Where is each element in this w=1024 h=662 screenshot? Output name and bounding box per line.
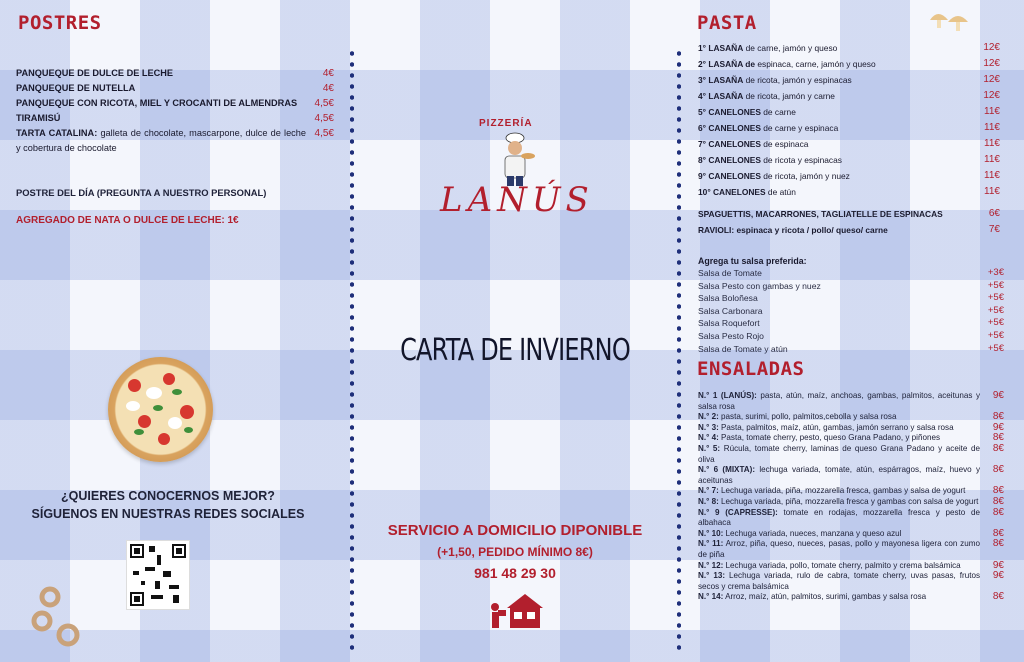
delivery-house-icon (485, 590, 545, 630)
pasta-item (698, 136, 1000, 152)
pasta-item (698, 40, 1000, 56)
pasta-price: 11€ (984, 186, 1000, 197)
pasta-name: LASAÑA (708, 43, 744, 53)
brand-top: PIZZERÍA (479, 118, 533, 129)
pasta-num: 2° (698, 59, 707, 69)
follow-us (18, 487, 318, 523)
pasta-num: 4° (698, 91, 707, 101)
divider-dots-right (677, 48, 681, 652)
ensalada-name: N.° 3: (698, 422, 719, 432)
salsa-name: Salsa de Tomate y atún (698, 343, 788, 354)
pasta-price: 12€ (983, 42, 1000, 53)
ensaladas-list (698, 391, 1004, 603)
ensalada-price: 8€ (992, 591, 1004, 603)
pasta-price: 11€ (984, 138, 1000, 149)
pasta-desc: de ricota, jamón y espinacas (743, 75, 852, 85)
salsa-name: Salsa de Tomate (698, 268, 762, 278)
ensalada-price: 9€ (992, 421, 1004, 433)
pasta-num: 5° (698, 107, 707, 117)
follow-line2: SÍGUENOS EN NUESTRAS REDES SOCIALES (31, 507, 305, 521)
pasta-num: 1° (698, 43, 707, 53)
pasta-name: CANELONES (708, 107, 761, 117)
ensalada-name: N.° 14: (698, 592, 724, 602)
pasta-extra-price: 7€ (988, 224, 1000, 235)
pasta-item (698, 104, 1000, 120)
pasta-num: 3° (698, 75, 707, 85)
pasta-extra-name: SPAGUETTIS, MACARRONES, TAGLIATELLE DE ESPINACAS (698, 209, 943, 219)
mushroom-icon (926, 6, 972, 36)
ensalada-item (698, 497, 1004, 508)
ensalada-item (698, 561, 1004, 572)
dessert-price: 4€ (322, 83, 334, 94)
pasta-desc: de carne, jamón y queso (743, 43, 838, 53)
ensalada-desc: pasta, surimi, pollo, palmitos,cebolla y salsa rosa (718, 412, 897, 422)
ensalada-item (698, 444, 1004, 465)
ensalada-name: N.° 13: (698, 571, 726, 581)
salsa-price: +5€ (987, 292, 1004, 304)
pasta-extra-item (698, 222, 1000, 238)
salsa-item (698, 292, 1004, 305)
salsa-name: Salsa Roquefort (698, 318, 760, 329)
ensaladas-title: ENSALADAS (697, 358, 805, 380)
ensalada-price: 8€ (992, 432, 1004, 444)
brand-name: LANÚS (440, 180, 594, 220)
pasta-desc: de ricota, jamón y nuez (760, 171, 850, 181)
pasta-num: 9° (698, 171, 707, 181)
postres-title: POSTRES (18, 12, 102, 34)
pasta-name: LASAÑA (708, 91, 744, 101)
ensalada-item (698, 433, 1004, 444)
pasta-desc: espinaca, carne, jamón y queso (755, 59, 876, 69)
pretzel-icon (30, 583, 90, 653)
pasta-price: 12€ (983, 74, 1000, 85)
pasta-name: CANELONES (708, 155, 761, 165)
salsa-item (698, 305, 1004, 318)
ensalada-price: 9€ (992, 390, 1004, 401)
salsa-price: +5€ (987, 342, 1004, 354)
ensalada-desc: lechuga variada, tomate, atún, espárragos, maíz, huevo y aceitunas (698, 465, 980, 485)
ensalada-price: 8€ (992, 527, 1004, 539)
ensalada-name: N.° 9 (CAPRESSE): (698, 507, 778, 517)
dessert-price: 4,5€ (314, 98, 334, 109)
ensalada-price: 8€ (992, 442, 1004, 454)
agregado-nata: AGREGADO DE NATA O DULCE DE LECHE: 1€ (16, 215, 239, 226)
qr-code-icon[interactable] (126, 540, 190, 610)
salsa-item (698, 317, 1004, 330)
service-phone[interactable]: 981 48 29 30 (474, 565, 556, 581)
dessert-item (16, 96, 334, 111)
dessert-price: 4,5€ (314, 128, 334, 139)
pasta-price: 12€ (983, 90, 1000, 101)
pasta-num: 8° (698, 155, 707, 165)
ensalada-name: N.° 2: (698, 412, 719, 422)
ensalada-item (698, 539, 1004, 560)
pasta-list (698, 40, 1000, 238)
service-line1: SERVICIO A DOMICILIO DIPONIBLE (387, 522, 643, 539)
salsa-price: +3€ (987, 267, 1004, 278)
ensalada-name: N.° 1 (LANÚS): (698, 391, 757, 400)
ensalada-desc: Arroz, piña, queso, nueces, pasas, pollo y mayonesa ligera con zumo de piña (698, 539, 980, 559)
pasta-price: 11€ (984, 154, 1000, 165)
pasta-name: CANELONES (713, 187, 766, 197)
ensalada-item (698, 423, 1004, 434)
dessert-desc: galleta de chocolate, mascarpone, dulce de leche y cobertura de chocolate (16, 128, 306, 153)
ensalada-price: 8€ (992, 411, 1004, 423)
pasta-desc: de ricota, jamón y carne (743, 91, 835, 101)
pasta-price: 11€ (984, 170, 1000, 181)
postre-del-dia: POSTRE DEL DÍA (PREGUNTA A NUESTRO PERSONAL) (16, 187, 267, 198)
ensalada-desc: Arroz, maíz, atún, palmitos, surimi, gambas y salsa rosa (723, 592, 927, 602)
pasta-item (698, 152, 1000, 168)
ensalada-price: 9€ (992, 570, 1004, 582)
pasta-name: CANELONES (708, 171, 761, 181)
salsas-list (698, 255, 1004, 355)
service-line2: (+1,50, PEDIDO MÍNIMO 8€) (437, 545, 593, 559)
dessert-item (16, 111, 334, 126)
salsa-price: +5€ (987, 317, 1004, 329)
ensalada-desc: Lechuga variada, pollo, tomate cherry, palmito y crema balsámica (723, 560, 961, 570)
ensalada-price: 8€ (992, 485, 1004, 497)
dessert-price: 4,5€ (314, 113, 334, 124)
cover-title: CARTA DE INVIERNO (400, 333, 630, 368)
pizza-illustration (108, 357, 213, 462)
dessert-name: TARTA CATALINA: (16, 128, 98, 138)
ensalada-item (698, 571, 1004, 592)
ensalada-item (698, 465, 1004, 486)
salsa-item (698, 343, 1004, 356)
ensalada-desc: Lechuga variada, rulo de cabra, tomate cherry, uvas pasas, frutos secos y crema balsámica (698, 571, 980, 591)
salsa-item (698, 267, 1004, 280)
pasta-desc: de carne y espinaca (760, 123, 839, 133)
pasta-price: 12€ (983, 58, 1000, 69)
dessert-price: 4€ (322, 68, 334, 79)
ensalada-item (698, 486, 1004, 497)
pasta-title: PASTA (697, 12, 757, 34)
pasta-num: 7° (698, 139, 707, 149)
pasta-extra-item (698, 206, 1000, 222)
ensalada-price: 9€ (992, 559, 1004, 571)
salsa-name: Salsa Boloñesa (698, 293, 758, 304)
cover-panel (345, 0, 675, 662)
salsa-name: Salsa Pesto Rojo (698, 330, 764, 341)
pasta-item (698, 72, 1000, 88)
ensalada-desc: tomate en rodajas, mozzarella fresca y pesto de albahaca (698, 507, 980, 528)
salsa-price: +5€ (987, 304, 1004, 316)
pasta-name: CANELONES (708, 123, 761, 133)
dessert-name: PANQUEQUE DE DULCE DE LECHE (16, 68, 174, 78)
ensalada-desc: Lechuga variada, nueces, manzana y queso azul (723, 528, 902, 538)
pasta-item (698, 168, 1000, 184)
pasta-name: CANELONES (708, 139, 761, 149)
dessert-name: TIRAMISÚ (16, 113, 61, 123)
pasta-item (698, 120, 1000, 136)
ensalada-desc: pasta, atún, maíz, anchoas, gambas, palmitos, aceitunas y salsa rosa (698, 391, 980, 411)
pasta-num: 6° (698, 123, 707, 133)
ensalada-name: N.° 8: (698, 496, 719, 506)
ensalada-desc: Pasta, palmitos, maíz, atún, gambas, jamón serrano y salsa rosa (718, 422, 954, 432)
dessert-item (16, 126, 334, 156)
dessert-item (16, 81, 334, 96)
ensalada-price: 8€ (992, 464, 1004, 476)
pasta-desc: de ricota y espinacas (760, 155, 842, 165)
pasta-num: 10° (698, 187, 711, 197)
ensalada-name: N.° 7: (698, 486, 719, 496)
ensalada-price: 8€ (992, 538, 1004, 550)
postres-list (16, 66, 334, 156)
ensalada-desc: Lechuga variada, piña, mozzarella fresca, gambas y salsa de yogurt (718, 486, 966, 496)
salsa-name: Salsa Carbonara (698, 305, 763, 316)
ensalada-name: N.° 12: (698, 560, 724, 570)
pasta-price: 11€ (984, 122, 1000, 133)
ensalada-name: N.° 10: (698, 528, 724, 538)
ensalada-item (698, 592, 1004, 603)
dessert-item (16, 66, 334, 81)
salsa-price: +5€ (987, 329, 1004, 341)
ensalada-item (698, 529, 1004, 540)
ensalada-desc: Rúcula, tomate cherry, laminas de queso Grana Padano y aceite de oliva (698, 443, 980, 464)
pasta-item (698, 56, 1000, 72)
salsa-item (698, 330, 1004, 343)
pasta-desc: de carne (760, 107, 796, 117)
dessert-name: PANQUEQUE DE NUTELLA (16, 83, 136, 93)
ensalada-item (698, 391, 1004, 412)
pasta-desc: de espinaca (760, 139, 809, 149)
salsa-price: +5€ (987, 279, 1004, 291)
ensalada-name: N.° 11: (698, 539, 724, 549)
salsas-heading: Agrega tu salsa preferida: (698, 256, 807, 266)
pasta-item (698, 88, 1000, 104)
pasta-name: LASAÑA de (708, 59, 756, 69)
pasta-extra-price: 6€ (988, 208, 1000, 219)
ensalada-name: N.° 4: (698, 433, 719, 443)
pasta-item (698, 184, 1000, 200)
salsa-name: Salsa Pesto con gambas y nuez (698, 280, 821, 291)
pasta-desc: de atún (765, 187, 796, 197)
ensalada-name: N.° 5: (698, 443, 721, 453)
ensalada-item (698, 508, 1004, 529)
pasta-name: LASAÑA (708, 75, 744, 85)
ensalada-name: N.° 6 (MIXTA): (698, 465, 756, 475)
ensalada-item (698, 412, 1004, 423)
ensalada-price: 8€ (992, 506, 1004, 518)
pasta-price: 11€ (984, 106, 1000, 117)
menu-panel (682, 0, 1024, 662)
follow-line1: ¿QUIERES CONOCERNOS MEJOR? (61, 489, 275, 503)
salsa-item (698, 280, 1004, 293)
ensalada-desc: Pasta, tomate cherry, pesto, queso Grana Padano, y piñones (718, 433, 940, 443)
ensalada-desc: Lechuga variada, piña, mozzarella fresca y gambas con salsa de yogurt (718, 496, 979, 506)
ensalada-price: 8€ (992, 495, 1004, 507)
dessert-name: PANQUEQUE CON RICOTA, MIEL Y CROCANTI DE ALMENDRAS (16, 98, 298, 108)
pasta-extra-name: RAVIOLI: espinaca y ricota / pollo/ queso/ carne (698, 225, 888, 235)
postres-panel (0, 0, 340, 662)
